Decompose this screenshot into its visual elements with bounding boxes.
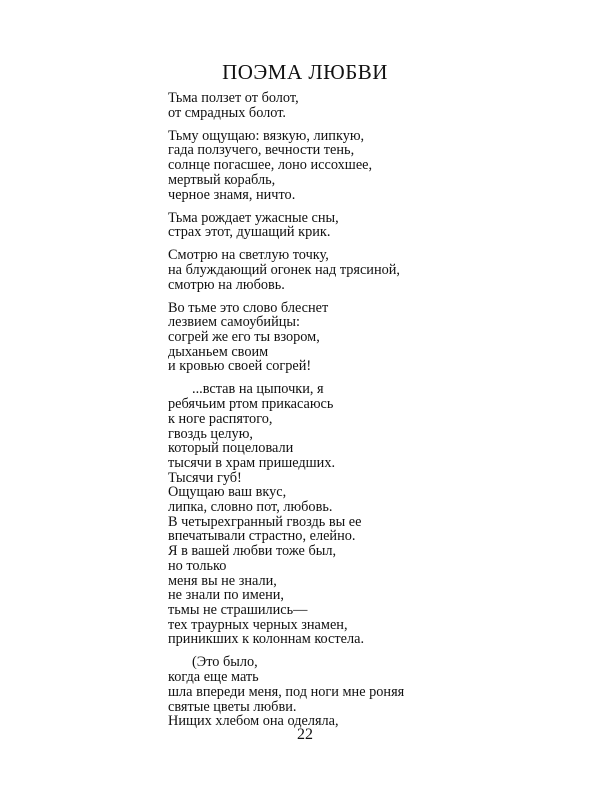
poem-line: меня вы не знали, [168, 572, 277, 589]
stanza [168, 382, 498, 647]
poem-line: и кровью своей согрей! [168, 358, 312, 375]
poem-line: не знали по имени, [168, 587, 284, 604]
poem-line: приникших к колоннам костела. [168, 631, 365, 648]
page-title: ПОЭМА ЛЮБВИ [222, 60, 388, 84]
poem-line: мертвый корабль, [168, 171, 276, 188]
poem-line: Тьма рождает ужасные сны, [168, 209, 339, 226]
poem-line: тысячи в храм пришедших. [168, 454, 336, 471]
poem-line: когда еще мать [168, 669, 259, 686]
poem-line: Нищих хлебом она оделяла, [168, 713, 339, 730]
poem-line: Ощущаю ваш вкус, [168, 484, 287, 501]
poem-line: святые цветы любви. [168, 698, 297, 715]
stanza [168, 211, 498, 240]
poem-line: Тьму ощущаю: вязкую, липкую, [168, 127, 365, 144]
poem-line: тьмы не страшились— [168, 601, 308, 618]
stanza [168, 655, 498, 729]
poem-line: Тысячи губ! [168, 469, 242, 486]
poem-line: Я в вашей любви тоже был, [168, 543, 337, 560]
poem-line: (Это было, [192, 654, 258, 671]
poem-line: лезвием самоубийцы: [168, 314, 300, 331]
poem-line: впечатывали страстно, елейно. [168, 528, 356, 545]
poem-line: смотрю на любовь. [168, 276, 285, 293]
poem-line: на блуждающий огонек над трясиной, [168, 261, 400, 278]
stanza [168, 248, 498, 292]
poem-line: В четырехгранный гвоздь вы ее [168, 513, 362, 530]
stanza [168, 301, 498, 375]
poem-line: гада ползучего, вечности тень, [168, 142, 355, 159]
poem-line: дыханьем своим [168, 343, 269, 360]
poem-line: шла впереди меня, под ноги мне роняя [168, 683, 405, 700]
poem-line: черное знамя, ничто. [168, 186, 296, 203]
poem-line: который поцеловали [168, 440, 294, 457]
poem-line: Тьма ползет от болот, [168, 90, 299, 106]
poem-line: согрей же его ты взором, [168, 329, 320, 346]
poem-line: солнце погасшее, лоно иссохшее, [168, 157, 373, 174]
poem-line: липка, словно пот, любовь. [168, 499, 333, 516]
page-number: 22 [297, 726, 313, 743]
poem-line: ...встав на цыпочки, я [192, 381, 324, 398]
poem-body [168, 91, 498, 737]
poem-line: страх этот, душащий крик. [168, 224, 331, 241]
poem-line: гвоздь целую, [168, 425, 253, 442]
poem-line: ребячьим ртом прикасаюсь [168, 396, 334, 413]
poem-line: но только [168, 557, 227, 574]
stanza [168, 91, 498, 120]
poem-line: тех траурных черных знамен, [168, 616, 348, 633]
poem-line: от смрадных болот. [168, 104, 286, 121]
stanza [168, 129, 498, 203]
poem-line: Во тьме это слово блеснет [168, 299, 329, 316]
poem-line: к ноге распятого, [168, 410, 273, 427]
poem-line: Смотрю на светлую точку, [168, 247, 329, 264]
